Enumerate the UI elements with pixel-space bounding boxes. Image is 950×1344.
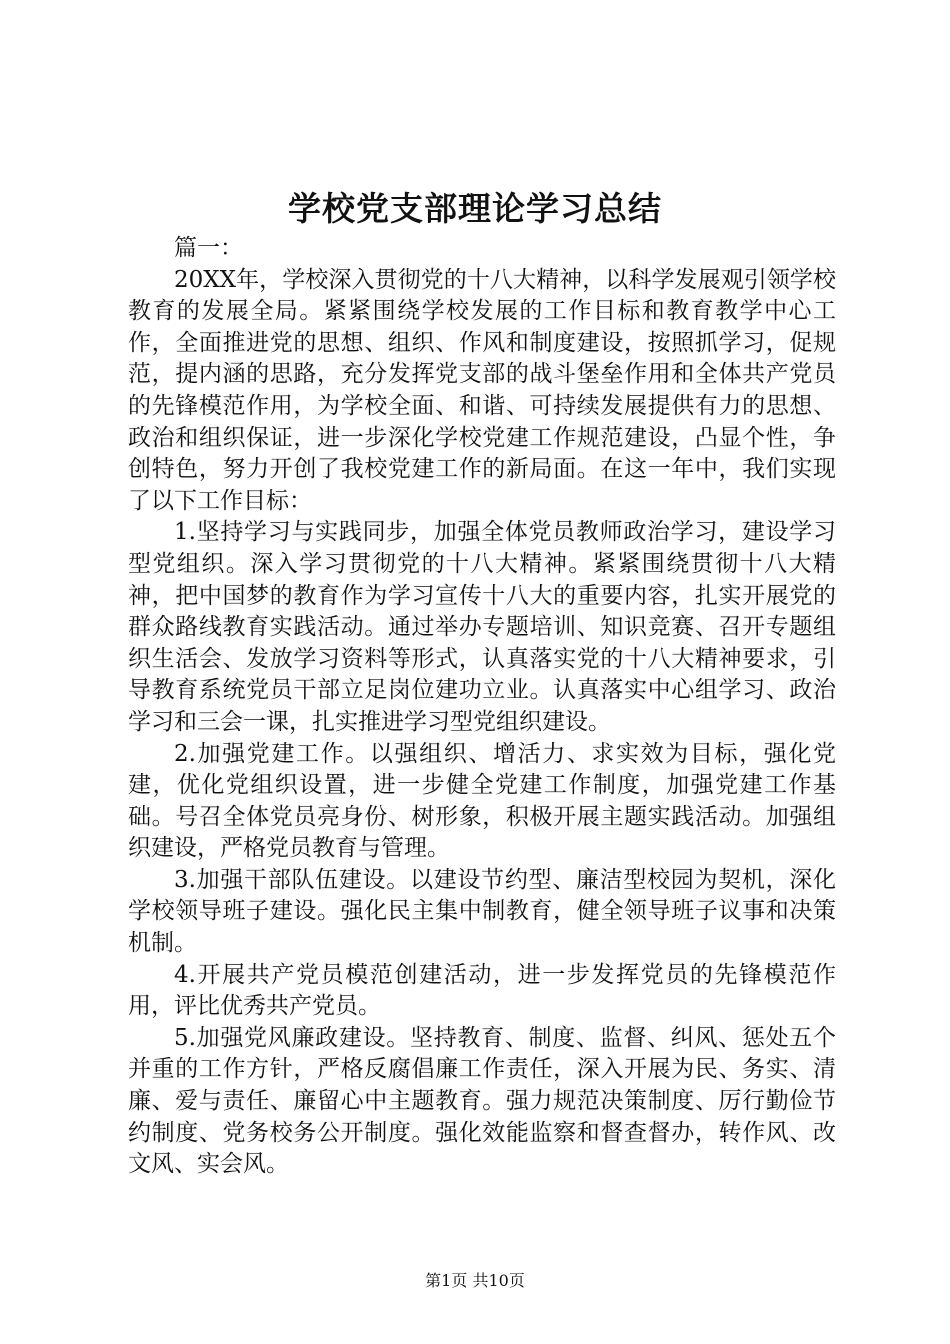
document-body	[128, 233, 836, 1181]
section-heading: 篇一：	[174, 235, 243, 261]
item-paragraph-5: 5.加强党风廉政建设。坚持教育、制度、监督、纠风、惩处五个并重的工作方针，严格反腐倡廉工作责任，深入开展为民、务实、清廉、爱与责任、廉留心中主题教育。强力规范决策制度、厉行勤俭节约制度、党务校务公开制度。强化效能监察和督查督办，转作风、改文风、实会风。	[128, 1024, 836, 1178]
item-paragraph-4: 4.开展共产党员模范创建活动，进一步发挥党员的先锋模范作用，评比优秀共产党员。	[128, 961, 836, 1020]
document-title: 学校党支部理论学习总结	[288, 189, 662, 228]
page-total: 共10页	[472, 1271, 525, 1290]
item-paragraph-2: 2.加强党建工作。以强组织、增活力、求实效为目标，强化党建，优化党组织设置，进一步健全党建工作制度，加强党建工作基础。号召全体党员亮身份、树形象，积极开展主题实践活动。加强组织建设，严格党员教育与管理。	[128, 740, 836, 862]
intro-paragraph: 20XX年，学校深入贯彻党的十八大精神，以科学发展观引领学校教育的发展全局。紧紧围绕学校发展的工作目标和教育教学中心工作，全面推进党的思想、组织、作风和制度建设，按照抓学习，促规范，提内涵的思路，充分发挥党支部的战斗堡垒作用和全体共产党员的先锋模范作用，为学校全面、和谐、可持续发展提供有力的思想、政治和组织保证，进一步深化学校党建工作规范建设，凸显个性，争创特色，努力开创了我校党建工作的新局面。在这一年中，我们实现了以下工作目标：	[128, 266, 836, 514]
page-footer	[0, 1270, 950, 1292]
item-paragraph-1: 1.坚持学习与实践同步，加强全体党员教师政治学习，建设学习型党组织。深入学习贯彻党的十八大精神。紧紧围绕贯彻十八大精神，把中国梦的教育作为学习宣传十八大的重要内容，扎实开展党的群众路线教育实践活动。通过举办专题培训、知识竞赛、召开专题组织生活会、发放学习资料等形式，认真落实党的十八大精神要求，引导教育系统党员干部立足岗位建功立业。认真落实中心组学习、政治学习和三会一课，扎实推进学习型党组织建设。	[128, 519, 836, 735]
page-number: 第1页	[425, 1271, 468, 1290]
item-paragraph-3: 3.加强干部队伍建设。以建设节约型、廉洁型校园为契机，深化学校领导班子建设。强化民主集中制教育，健全领导班子议事和决策机制。	[128, 866, 836, 957]
